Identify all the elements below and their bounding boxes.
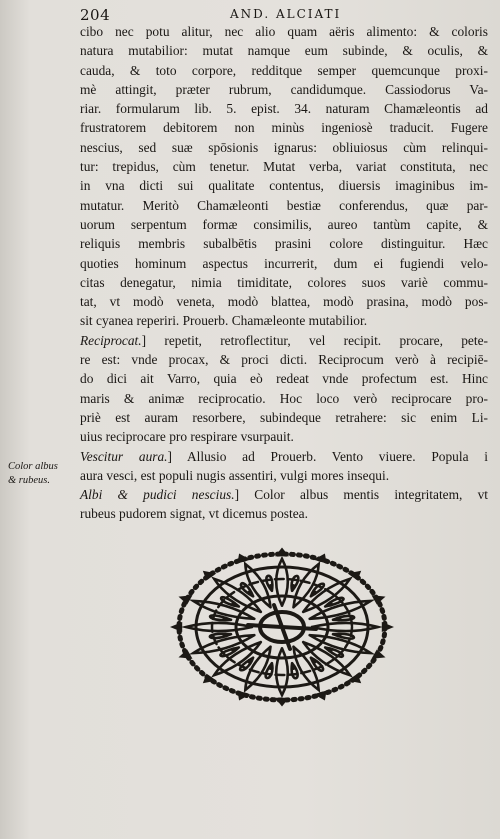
text-line: rubeus pudorem signat, vt dicemus postea. [80,506,308,522]
text-line: nescius, sed suæ spōsionis ignarus: obliuiosus cùm relinqui- [80,139,488,155]
text-line: uius reciprocare pro respirare vsurpauit. [80,429,294,445]
commentary-text [80,22,488,524]
entry-albi-pudici [80,485,488,504]
text-line: mutatur. Meritò Chamæleonti bestiæ conferendus, quæ par- [80,197,488,213]
marginal-note-line: Color albus [8,461,58,472]
page-number: 204 [80,6,111,24]
text-line: do dici ait Varro, quia eò redeat vnde profectum est. Hinc [80,371,488,387]
text-line: riar. formularum lib. 5. epist. 34. naturam Chamæleontis ad [80,101,488,117]
arabesque-fleuron-icon [168,543,396,711]
entry-lemma: Reciprocat. [80,332,142,348]
text-line: aura vesci, est populi nugis assentiri, vulgi mores insequi. [80,467,390,483]
text-line: mè attingit, præter rubrum, candidumque. Cassiodorus Va- [80,81,488,97]
marginal-note [8,460,70,488]
entry-vescitur-aura [80,447,488,466]
text-line: frustratorem debitorem non minùs ingeniosè traducit. Fugere [80,120,488,136]
text-line: tur: trepidus, cùm tenetur. Mutat verba, variat constituta, nec [80,159,488,175]
text-line: citas denegatur, nimia timiditate, colores suos variè commu- [80,274,488,290]
text-line: quoties hominum aspectus incurrerit, dum ei fugiendi velo- [80,255,488,271]
entry-reciprocat [80,331,488,350]
text-line: cibo nec potu alitur, nec alio quam aëris alimento: & coloris [80,24,488,39]
text-line: in vna dicti sui qualitate contentus, diuersis imaginibus im- [80,178,488,194]
marginal-note-line: & rubeus. [8,475,50,486]
text-line: tat, vt modò veneta, modò blattea, modò prasina, modò pos- [80,294,488,310]
text-line: uorum serpentum formæ consimilis, aureo tantùm capite, & [80,216,488,232]
entry-lemma: Albi & pudici nescius. [80,487,235,503]
text-line: natura mutabilior: mutat namque eum subinde, & oculis, & [80,43,488,59]
entry-text: ] Color albus mentis integritatem, vt [234,487,489,503]
text-line: reliquis membris subalbētis prasini colore distinguitur. Hæc [80,236,488,252]
text-line: cauda, & toto corpore, redditque semper quemcunque proxi- [80,62,488,78]
entry-text: ] Allusio ad Prouerb. Vento viuere. Popula i [167,448,488,464]
entry-lemma: Vescitur aura. [80,448,168,464]
text-line: sit cyanea reperiri. Prouerb. Chamæleonte mutabilior. [80,313,368,329]
text-line: priè est auram resorbere, subindeque retrahere: sic enim Li- [80,409,488,425]
text-line: re est: vnde procax, & proci dicti. Reciprocum verò à recipiē- [80,352,488,368]
text-line: maris & animæ reciprocatio. Hoc loco verò reciprocare pro- [80,390,488,406]
running-head: AND. ALCIATI [230,7,342,21]
entry-text: ] repetit, retroflectitur, vel recipit. procare, pete- [141,332,488,348]
